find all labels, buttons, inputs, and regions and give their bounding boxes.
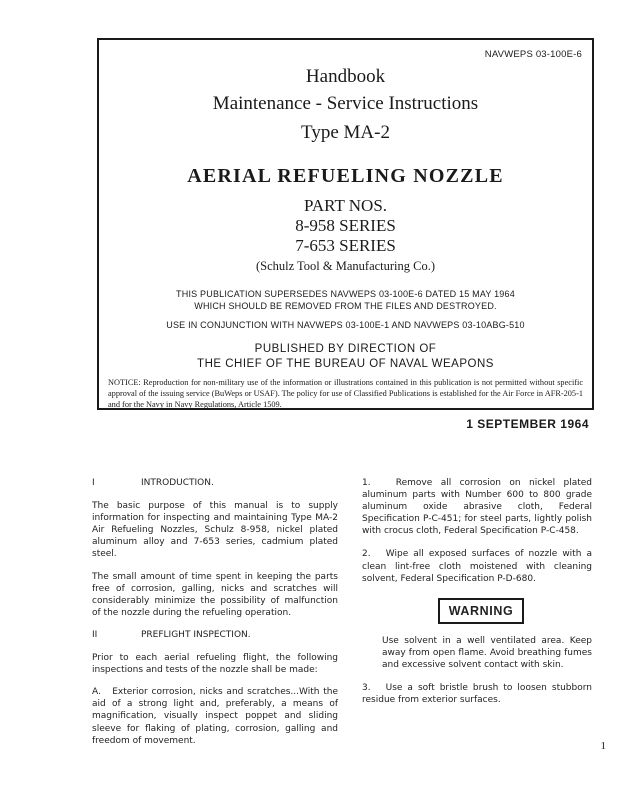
warning-label: WARNING — [438, 598, 524, 624]
left-column — [92, 477, 341, 747]
publication-date: 1 SEPTEMBER 1964 — [466, 417, 589, 431]
published-line-1: PUBLISHED BY DIRECTION OF — [254, 343, 437, 355]
section-heading-preflight — [92, 629, 338, 641]
title-page-box — [97, 38, 594, 410]
published-line-2: THE CHIEF OF THE BUREAU OF NAVAL WEAPONS — [197, 358, 494, 370]
maintenance-title: Maintenance - Service Instructions — [212, 93, 479, 114]
right-column — [362, 477, 595, 706]
paragraph: The small amount of time spent in keeping the parts free of corrosion, galling, nicks and scratches will considerably minimize the possibility of malfunction of the nozzle during the refueling operation. — [92, 571, 338, 618]
paragraph: The basic purpose of this manual is to supply information for inspecting and maintaining Type MA-2 Air Refueling Nozzles, Schulz 8-958, nickel plated aluminum alloy and 7-653 series, cadmium plated steel. — [92, 501, 338, 560]
paragraph: Prior to each aerial refueling flight, the following inspections and tests of the nozzle shall be made: — [92, 653, 338, 676]
step-paragraph: 3. Use a soft bristle brush to loosen stubborn residue from exterior surfaces. — [362, 683, 595, 706]
step-paragraph: 2. Wipe all exposed surfaces of nozzle with a clean lint-free cloth moistened with cleaning solvent, Federal Specification P-D-680. — [362, 549, 595, 584]
series-2: 7-653 SERIES — [295, 236, 396, 255]
step-paragraph: 1. Remove all corrosion on nickel plated aluminum parts with Number 600 to 800 grade aluminum oxide abrasive cloth, Federal Specification P-C-451; for steel parts, lightly polish with crocus cloth, Federal Specification P-C-458. — [362, 478, 595, 537]
supersede-line-2: WHICH SHOULD BE REMOVED FROM THE FILES AND DESTROYED. — [194, 301, 497, 311]
section-heading-introduction — [92, 477, 338, 489]
document-number: NAVWEPS 03-100E-6 — [484, 49, 582, 60]
section-number: I — [92, 478, 95, 488]
handbook-label: Handbook — [305, 66, 386, 87]
conjunction-note: USE IN CONJUNCTION WITH NAVWEPS 03-100E-1 AND NAVWEPS 03-10ABG-510 — [166, 320, 525, 330]
part-nos-label: PART NOS. — [303, 196, 388, 215]
section-title: INTRODUCTION. — [141, 478, 214, 488]
warning-box-wrap — [362, 598, 592, 624]
paragraph: A. Exterior corrosion, nicks and scratches...With the aid of a strong light and, preferably, a means of magnification, visually inspect poppet and sliding sleeve for flaking of plating, corrosion, galling and freedom of movement. — [92, 687, 341, 746]
type-label: Type MA-2 — [301, 122, 390, 143]
supersede-line-1: THIS PUBLICATION SUPERSEDES NAVWEPS 03-100E-6 DATED 15 MAY 1964 — [176, 289, 515, 299]
section-title: PREFLIGHT INSPECTION. — [141, 629, 251, 640]
section-number: II — [92, 629, 98, 640]
warning-text: Use solvent in a well ventilated area. Keep away from open flame. Avoid breathing fumes and excessive solvent contact with skin. — [382, 635, 592, 670]
reproduction-notice: NOTICE: Reproduction for non-military use of the information or illustrations contained in this publication is not permitted without specific approval of the issuing service (BuWeps or USAF). The policy for use of Classified Publications is established for the Air Force in AFR-205-1 and for the Navy in Navy Regulations, Article 1509. — [108, 378, 583, 409]
page-number: 1 — [600, 740, 606, 752]
main-title: AERIAL REFUELING NOZZLE — [187, 165, 504, 187]
series-1: 8-958 SERIES — [295, 216, 396, 235]
manufacturer: (Schulz Tool & Manufacturing Co.) — [255, 259, 436, 273]
